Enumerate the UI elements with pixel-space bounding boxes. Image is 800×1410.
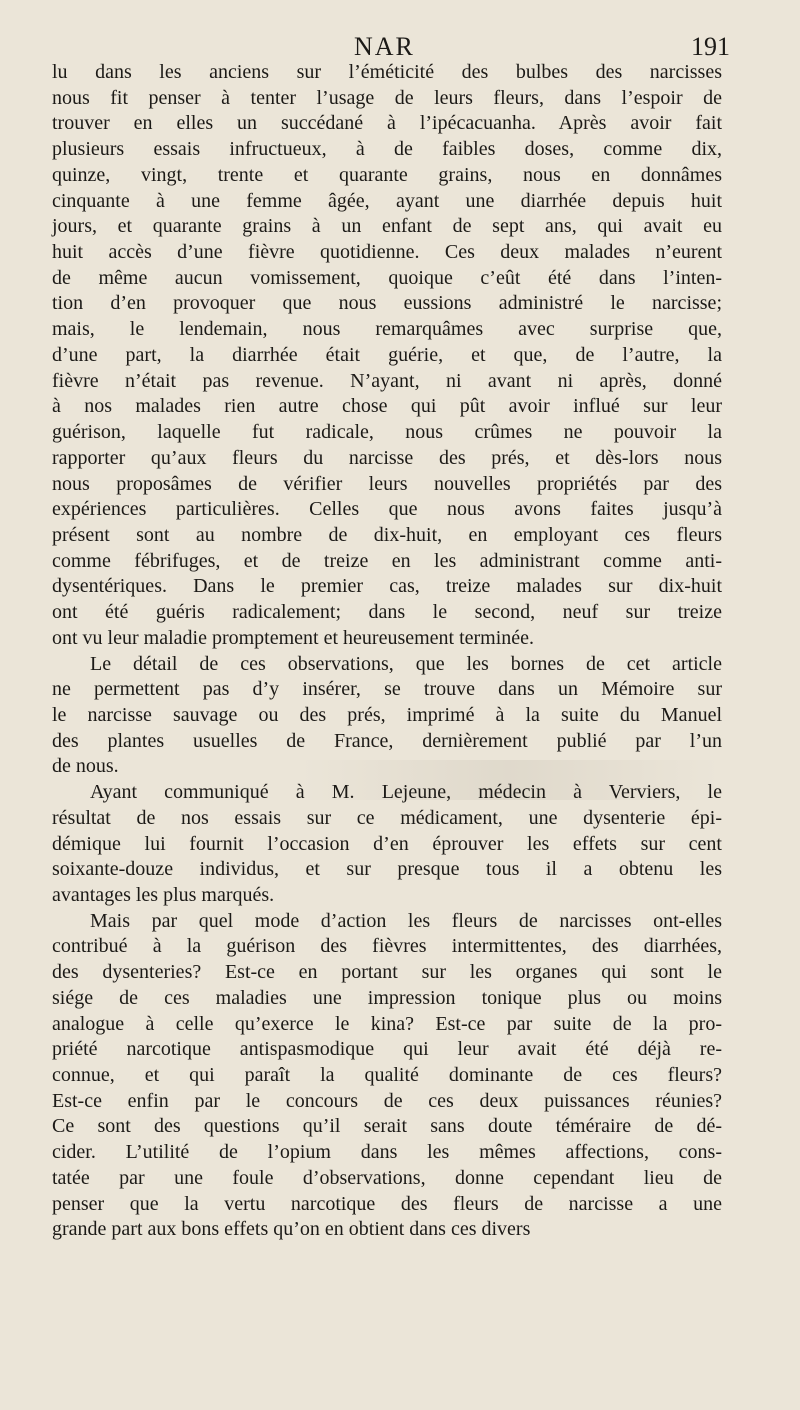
text-line: quinze, vingt, trente et quarante grains, nous en donnâmes xyxy=(52,163,722,186)
text-line: siége de ces maladies une impression tonique plus ou moins xyxy=(52,986,722,1009)
body-text xyxy=(52,60,722,1243)
text-line: priété narcotique antispasmodique qui leur avait été déjà re- xyxy=(52,1038,722,1061)
text-line: d’une part, la diarrhée était guérie, et que, de l’autre, la xyxy=(52,343,722,366)
text-line: soixante-douze individus, et sur presque tous il a obtenu les xyxy=(52,858,722,881)
page-header xyxy=(0,28,800,64)
text-line: tion d’en provoquer que nous eussions administré le narcisse; xyxy=(52,292,722,315)
paragraph xyxy=(52,909,722,1243)
text-line: cider. L’utilité de l’opium dans les mêmes affections, cons- xyxy=(52,1141,722,1164)
text-line: dysentériques. Dans le premier cas, treize malades sur dix-huit xyxy=(52,575,722,598)
text-line: trouver en elles un succédané à l’ipécacuanha. Après avoir fait xyxy=(52,112,722,135)
text-line: jours, et quarante grains à un enfant de sept ans, qui avait eu xyxy=(52,215,722,238)
text-line: Ce sont des questions qu’il serait sans doute téméraire de dé- xyxy=(52,1115,722,1138)
text-line: penser que la vertu narcotique des fleurs de narcisse a une xyxy=(52,1192,722,1215)
text-line: résultat de nos essais sur ce médicament, une dysenterie épi- xyxy=(52,806,722,829)
paragraph xyxy=(52,60,722,652)
text-line: expériences particulières. Celles que nous avons faites jusqu’à xyxy=(52,498,722,521)
text-line: ne permettent pas d’y insérer, se trouve dans un Mémoire sur xyxy=(52,678,722,701)
text-line: ont vu leur maladie promptement et heureusement terminée. xyxy=(52,626,535,649)
text-line: Ayant communiqué à M. Lejeune, médecin à Verviers, le xyxy=(90,781,722,804)
text-line: cinquante à une femme âgée, ayant une diarrhée depuis huit xyxy=(52,189,722,212)
text-line: démique lui fournit l’occasion d’en éprouver les effets sur cent xyxy=(52,832,722,855)
text-line: connue, et qui paraît la qualité dominante de ces fleurs? xyxy=(52,1064,722,1087)
page-number: 191 xyxy=(691,32,730,61)
text-line: Le détail de ces observations, que les bornes de cet article xyxy=(90,652,722,675)
text-line: à nos malades rien autre chose qui pût avoir influé sur leur xyxy=(52,395,722,418)
text-line: mais, le lendemain, nous remarquâmes avec surprise que, xyxy=(52,318,722,341)
text-line: Mais par quel mode d’action les fleurs de narcisses ont-elles xyxy=(90,909,722,932)
paragraph xyxy=(52,652,722,781)
text-line: huit accès d’une fièvre quotidienne. Ces deux malades n’eurent xyxy=(52,241,722,264)
text-line: des dysenteries? Est-ce en portant sur les organes qui sont le xyxy=(52,961,722,984)
text-line: rapporter qu’aux fleurs du narcisse des prés, et dès-lors nous xyxy=(52,446,722,469)
text-line: de même aucun vomissement, quoique c’eût été dans l’inten- xyxy=(52,266,722,289)
text-line: le narcisse sauvage ou des prés, imprimé à la suite du Manuel xyxy=(52,703,722,726)
text-line: des plantes usuelles de France, dernièrement publié par l’un xyxy=(52,729,722,752)
text-line: plusieurs essais infructueux, à de faibles doses, comme dix, xyxy=(52,138,722,161)
text-line: analogue à celle qu’exerce le kina? Est-ce par suite de la pro- xyxy=(52,1012,722,1035)
text-line: grande part aux bons effets qu’on en obtient dans ces divers xyxy=(52,1218,531,1241)
text-line: contribué à la guérison des fièvres intermittentes, des diarrhées, xyxy=(52,935,722,958)
text-line: guérison, laquelle fut radicale, nous crûmes ne pouvoir la xyxy=(52,421,722,444)
text-line: comme fébrifuges, et de treize en les administrant comme anti- xyxy=(52,549,722,572)
text-line: Est-ce enfin par le concours de ces deux puissances réunies? xyxy=(52,1089,722,1112)
text-line: ont été guéris radicalement; dans le second, neuf sur treize xyxy=(52,601,722,624)
text-line: fièvre n’était pas revenue. N’ayant, ni avant ni après, donné xyxy=(52,369,722,392)
text-line: nous fit penser à tenter l’usage de leurs fleurs, dans l’espoir de xyxy=(52,86,722,109)
text-line: lu dans les anciens sur l’éméticité des bulbes des narcisses xyxy=(52,61,722,83)
text-line: tatée par une foule d’observations, donne cependant lieu de xyxy=(52,1166,722,1189)
paragraph xyxy=(52,780,722,909)
text-line: avantages les plus marqués. xyxy=(52,884,275,906)
text-line: nous proposâmes de vérifier leurs nouvelles propriétés par des xyxy=(52,472,722,495)
text-line: présent sont au nombre de dix-huit, en employant ces fleurs xyxy=(52,523,722,546)
text-line: de nous. xyxy=(52,755,119,778)
running-head: NAR xyxy=(354,32,415,61)
